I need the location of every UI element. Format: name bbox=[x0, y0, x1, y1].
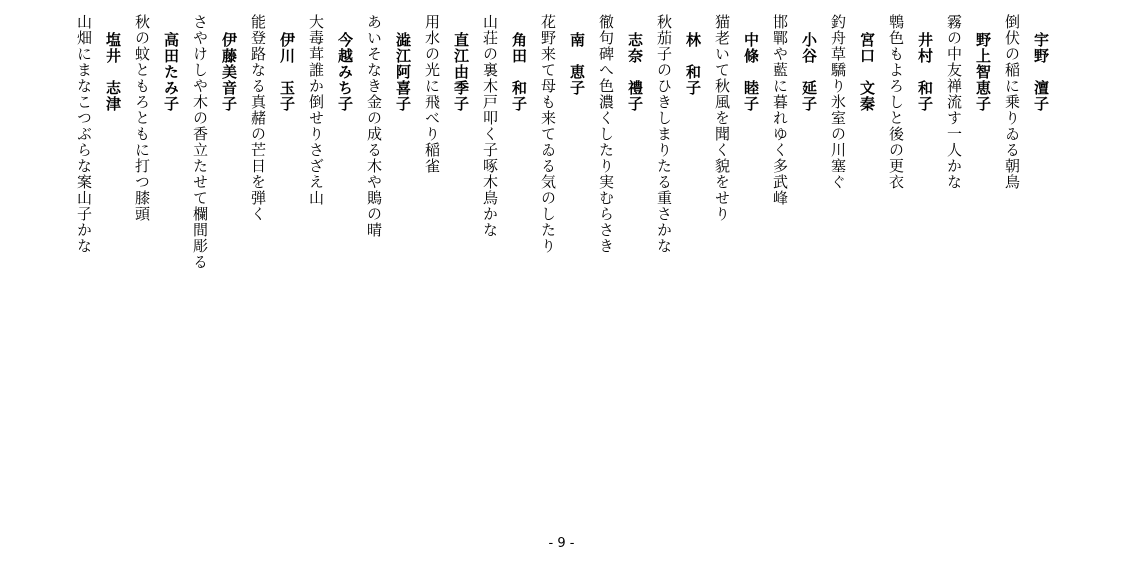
author-name: 宇野 澶子 bbox=[1032, 32, 1050, 112]
haiku-text: 鵯色もよろしと後の更衣 bbox=[887, 14, 905, 190]
haiku-entry bbox=[359, 14, 417, 524]
haiku-entry bbox=[765, 14, 823, 524]
page-number: - 9 - bbox=[548, 536, 575, 551]
haiku-entry bbox=[185, 14, 243, 524]
haiku-entry bbox=[707, 14, 765, 524]
haiku-text: 釣舟草驕り氷室の川塞ぐ bbox=[829, 14, 847, 190]
haiku-entry bbox=[649, 14, 707, 524]
author-name: 伊川 玉子 bbox=[278, 32, 296, 112]
haiku-text: 秋茄子のひきしまりたる重さかな bbox=[655, 14, 673, 254]
haiku-text: 花野来て母も来てゐる気のしたり bbox=[539, 14, 557, 254]
haiku-text: 倒伏の稲に乗りゐる朝鳥 bbox=[1003, 14, 1021, 190]
haiku-entry bbox=[301, 14, 359, 524]
haiku-text: 大毒茸誰か倒せりさざえ山 bbox=[307, 14, 325, 206]
haiku-text: 山畑にまなこつぶらな案山子かな bbox=[75, 14, 93, 254]
author-name: 中條 睦子 bbox=[742, 32, 760, 112]
haiku-text: 山荘の裏木戸叩く子啄木鳥かな bbox=[481, 14, 499, 238]
author-name: 伊藤美音子 bbox=[220, 32, 238, 112]
haiku-entry bbox=[881, 14, 939, 524]
author-name: 小谷 延子 bbox=[800, 32, 818, 112]
author-name: 林 和子 bbox=[684, 32, 702, 96]
haiku-text: 徹句碑へ色濃くしたり実むらさき bbox=[597, 14, 615, 254]
haiku-entry bbox=[997, 14, 1055, 524]
author-name: 角田 和子 bbox=[510, 32, 528, 112]
author-name: 塩井 志津 bbox=[104, 32, 122, 112]
author-name: 野上智恵子 bbox=[974, 32, 992, 112]
author-name: 澁江阿喜子 bbox=[394, 32, 412, 112]
haiku-entry bbox=[591, 14, 649, 524]
haiku-entry bbox=[939, 14, 997, 524]
haiku-text: 秋の蚊ともろともに打つ膝頭 bbox=[133, 14, 151, 222]
author-name: 直江由季子 bbox=[452, 32, 470, 112]
haiku-entry bbox=[69, 14, 127, 524]
haiku-text: 用水の光に飛べり稲雀 bbox=[423, 14, 441, 174]
haiku-text: 霧の中友禅流す一人かな bbox=[945, 14, 963, 190]
haiku-entry bbox=[823, 14, 881, 524]
author-name: 南 恵子 bbox=[568, 32, 586, 96]
haiku-columns bbox=[69, 14, 1055, 524]
author-name: 宮口 文秦 bbox=[858, 32, 876, 112]
haiku-entry bbox=[533, 14, 591, 524]
author-name: 井村 和子 bbox=[916, 32, 934, 112]
haiku-entry bbox=[475, 14, 533, 524]
haiku-text: さやけしや木の香立たせて欄間彫る bbox=[191, 14, 209, 270]
haiku-entry bbox=[243, 14, 301, 524]
author-name: 高田たみ子 bbox=[162, 32, 180, 112]
haiku-entry bbox=[417, 14, 475, 524]
haiku-text: あいそなき金の成る木や鵙の晴 bbox=[365, 14, 383, 238]
haiku-text: 猫老いて秋風を聞く貌をせり bbox=[713, 14, 731, 222]
haiku-entry bbox=[127, 14, 185, 524]
author-name: 今越みち子 bbox=[336, 32, 354, 112]
haiku-text: 能登路なる真赭の芒日を弾く bbox=[249, 14, 267, 222]
author-name: 志奈 禮子 bbox=[626, 32, 644, 112]
haiku-text: 邯鄲や藍に暮れゆく多武峰 bbox=[771, 14, 789, 206]
